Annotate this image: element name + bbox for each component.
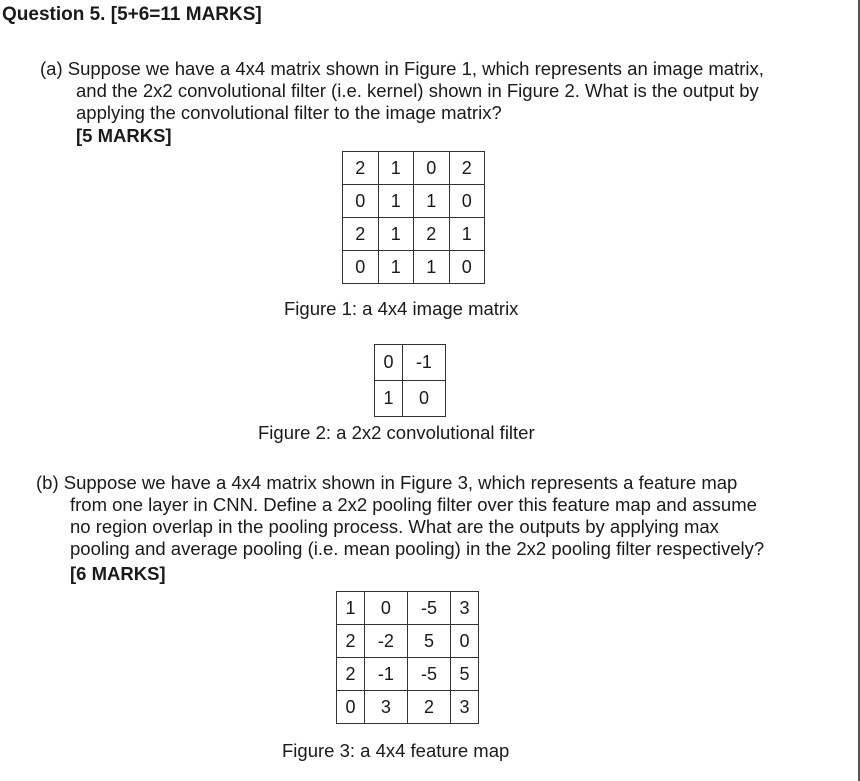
matrix-cell: 2 <box>337 625 365 658</box>
matrix-cell: 1 <box>375 381 403 417</box>
matrix-row <box>343 152 485 185</box>
part-a-line-2: and the 2x2 convolutional filter (i.e. kernel) shown in Figure 2. What is the output by <box>76 80 759 101</box>
part-a-marks: [5 MARKS] <box>76 125 172 146</box>
matrix-cell: 1 <box>378 185 414 218</box>
matrix-cell: 1 <box>414 251 450 284</box>
figure-2-matrix <box>374 344 446 417</box>
matrix-row <box>343 185 485 218</box>
matrix-cell: -2 <box>364 625 407 658</box>
matrix-cell: 3 <box>451 592 479 625</box>
matrix-cell: 2 <box>449 152 485 185</box>
figure-1-matrix <box>342 151 485 284</box>
matrix-cell: 0 <box>449 251 485 284</box>
figure-3-caption: Figure 3: a 4x4 feature map <box>282 740 510 761</box>
matrix-cell: 1 <box>378 152 414 185</box>
part-b-line-3: no region overlap in the pooling process. What are the outputs by applying max <box>70 516 719 537</box>
matrix-row <box>375 345 446 381</box>
matrix-row <box>337 658 479 691</box>
matrix-cell: -1 <box>402 345 445 381</box>
matrix-cell: 1 <box>449 218 485 251</box>
matrix-cell: 5 <box>451 658 479 691</box>
matrix-cell: 2 <box>337 658 365 691</box>
matrix-cell: -5 <box>407 592 450 625</box>
matrix-row <box>337 592 479 625</box>
matrix-cell: 1 <box>414 185 450 218</box>
matrix-cell: 5 <box>407 625 450 658</box>
matrix-cell: 0 <box>343 185 379 218</box>
question-title: Question 5. [5+6=11 MARKS] <box>2 4 262 25</box>
part-b-line-2: from one layer in CNN. Define a 2x2 pooling filter over this feature map and assume <box>70 494 757 515</box>
matrix-row <box>337 625 479 658</box>
matrix-cell: 1 <box>378 218 414 251</box>
matrix-cell: 0 <box>337 691 365 724</box>
matrix-cell: 0 <box>451 625 479 658</box>
matrix-cell: 0 <box>375 345 403 381</box>
part-b-line-4: pooling and average pooling (i.e. mean pooling) in the 2x2 pooling filter respectively? <box>70 538 765 559</box>
figure-1-caption: Figure 1: a 4x4 image matrix <box>284 298 519 319</box>
figure-2-caption: Figure 2: a 2x2 convolutional filter <box>258 422 535 443</box>
matrix-cell: 0 <box>364 592 407 625</box>
part-b-marks: [6 MARKS] <box>70 563 166 584</box>
matrix-cell: 2 <box>343 218 379 251</box>
matrix-cell: 0 <box>343 251 379 284</box>
matrix-row <box>343 218 485 251</box>
matrix-cell: -1 <box>364 658 407 691</box>
matrix-cell: 2 <box>343 152 379 185</box>
matrix-cell: 3 <box>451 691 479 724</box>
matrix-cell: 1 <box>337 592 365 625</box>
matrix-row <box>375 381 446 417</box>
figure-3-matrix <box>336 591 479 724</box>
matrix-cell: 0 <box>449 185 485 218</box>
matrix-cell: 2 <box>407 691 450 724</box>
part-a-line-3: applying the convolutional filter to the image matrix? <box>76 102 502 123</box>
part-b-line-1: (b) Suppose we have a 4x4 matrix shown in Figure 3, which represents a feature map <box>36 472 738 493</box>
matrix-cell: 3 <box>364 691 407 724</box>
matrix-cell: 0 <box>402 381 445 417</box>
matrix-cell: -5 <box>407 658 450 691</box>
matrix-row <box>343 251 485 284</box>
matrix-cell: 0 <box>414 152 450 185</box>
matrix-cell: 2 <box>414 218 450 251</box>
matrix-row <box>337 691 479 724</box>
part-a-line-1: (a) Suppose we have a 4x4 matrix shown in Figure 1, which represents an image matrix, <box>40 58 764 79</box>
matrix-cell: 1 <box>378 251 414 284</box>
